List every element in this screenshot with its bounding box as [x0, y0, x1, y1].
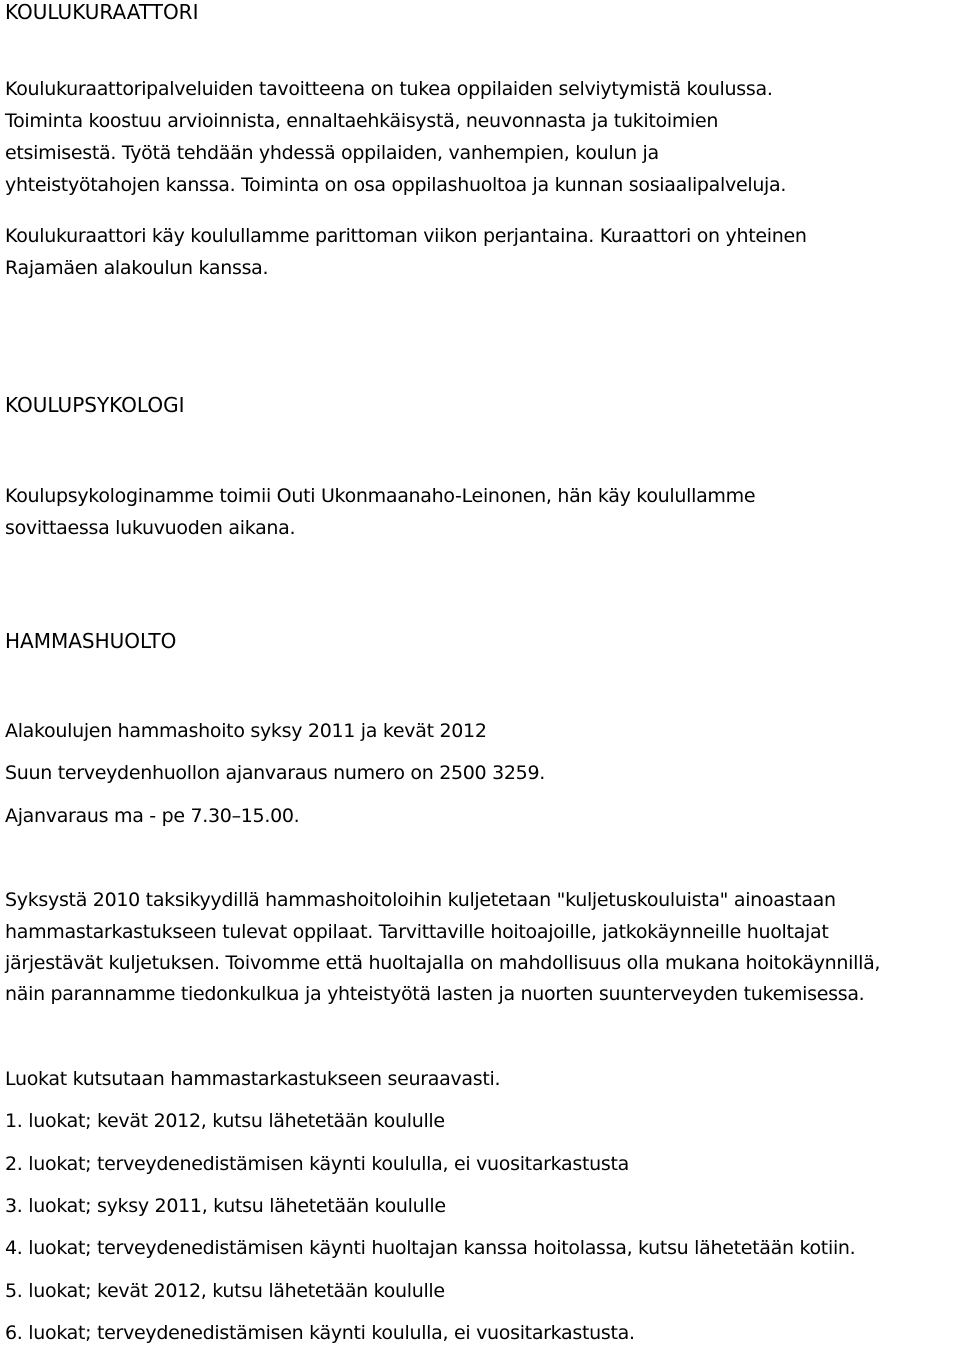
kuraattori-text-line: Koulukuraattoripalveluiden tavoitteena on tukea oppilaiden selviytymistä koulussa.: [5, 78, 773, 100]
hammashuolto-heading: HAMMASHUOLTO: [5, 629, 177, 653]
transport-text-line: Syksystä 2010 taksikyydillä hammashoitoloihin kuljetetaan "kuljetuskouluista" ainoastaan: [5, 889, 836, 911]
transport-text-line: hammastarkastukseen tulevat oppilaat. Tarvittaville hoitoajoille, jatkokäynneille huoltajat: [5, 921, 829, 943]
kuraattori-text-line: etsimisestä. Työtä tehdään yhdessä oppilaiden, vanhempien, koulun ja: [5, 142, 659, 164]
class-item: 2. luokat; terveydenedistämisen käynti koululla, ei vuositarkastusta: [5, 1153, 629, 1175]
kuraattori-text-line: Koulukuraattori käy koulullamme parittoman viikon perjantaina. Kuraattori on yhteinen: [5, 225, 807, 247]
transport-text-line: järjestävät kuljetuksen. Toivomme että huoltajalla on mahdollisuus olla mukana hoitokäynnillä,: [5, 952, 881, 974]
class-item: 6. luokat; terveydenedistämisen käynti koululla, ei vuositarkastusta.: [5, 1322, 635, 1344]
classes-intro: Luokat kutsutaan hammastarkastukseen seuraavasti.: [5, 1068, 501, 1090]
class-item: 3. luokat; syksy 2011, kutsu lähetetään koululle: [5, 1195, 446, 1217]
kuraattori-text-line: Rajamäen alakoulun kanssa.: [5, 257, 269, 279]
transport-text-line: näin parannamme tiedonkulkua ja yhteistyötä lasten ja nuorten suunterveyden tukemisessa.: [5, 983, 865, 1005]
kuraattori-text-line: yhteistyötahojen kanssa. Toiminta on osa oppilashuoltoa ja kunnan sosiaalipalveluja.: [5, 174, 787, 196]
class-item: 1. luokat; kevät 2012, kutsu lähetetään koululle: [5, 1110, 445, 1132]
kuraattori-text-line: Toiminta koostuu arvioinnista, ennaltaehkäisystä, neuvonnasta ja tukitoimien: [5, 110, 719, 132]
kuraattori-heading: KOULUKURAATTORI: [5, 0, 199, 24]
psykologi-heading: KOULUPSYKOLOGI: [5, 393, 185, 417]
class-item: 5. luokat; kevät 2012, kutsu lähetetään koululle: [5, 1280, 445, 1302]
psykologi-text-line: sovittaessa lukuvuoden aikana.: [5, 517, 296, 539]
class-item: 4. luokat; terveydenedistämisen käynti huoltajan kanssa hoitolassa, kutsu lähetetään kotiin.: [5, 1237, 856, 1259]
ajanvaraus-phone: Suun terveydenhuollon ajanvaraus numero on 2500 3259.: [5, 762, 545, 784]
hammashoito-period: Alakoulujen hammashoito syksy 2011 ja kevät 2012: [5, 720, 487, 742]
psykologi-text-line: Koulupsykologinamme toimii Outi Ukonmaanaho-Leinonen, hän käy koulullamme: [5, 485, 756, 507]
ajanvaraus-hours: Ajanvaraus ma - pe 7.30–15.00.: [5, 805, 300, 827]
